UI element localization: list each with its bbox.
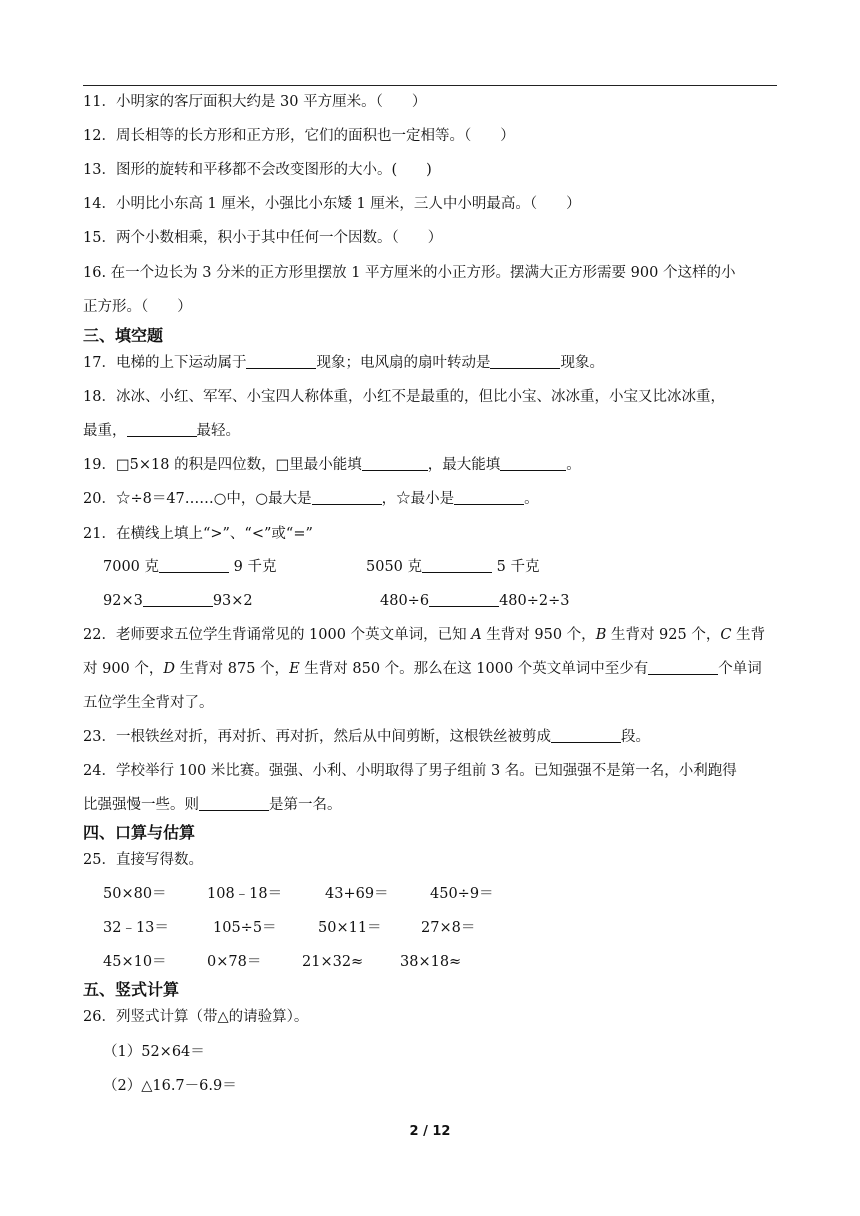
q21-left: 5050 克 (366, 559, 423, 575)
q25-item: 50×11＝ (318, 920, 382, 936)
question-24-line1: 24．学校举行 100 米比赛。强强、小利、小明取得了男子组前 3 名。已知强强不是第一名，小利跑得 (83, 763, 737, 779)
q21-left: 92×3 (103, 593, 143, 609)
q21-item-4 (380, 591, 570, 611)
answer-blank[interactable] (454, 490, 524, 505)
q22-text: 生背对 875 个， (175, 661, 290, 677)
q22-text: 生背对 850 个。那么在这 1000 个英文单词中至少有 (299, 661, 649, 677)
q24-text-b: 是第一名。 (269, 797, 342, 813)
q23-text-b: 段。 (620, 729, 650, 745)
q25-item: 50×80＝ (103, 886, 167, 902)
question-26-prompt: 26．列竖式计算（带△的请验算）。 (83, 1009, 309, 1025)
question-17 (83, 353, 604, 373)
q22-var-e: E (289, 661, 300, 677)
q20-text-c: 。 (524, 491, 539, 507)
question-15: 15．两个小数相乘，积小于其中任何一个因数。（ ） (83, 230, 443, 246)
header-rule (83, 85, 777, 86)
question-21-prompt: 21．在横线上填上“>”、“<”或“=” (83, 526, 313, 542)
section-3-heading: 三、填空题 (83, 326, 164, 345)
q25-item: 45×10＝ (103, 954, 167, 970)
q22-text: 22．老师要求五位学生背诵常见的 1000 个英文单词，已知 (83, 627, 472, 643)
q22-text: 生背对 925 个， (606, 627, 721, 643)
q22-var-a: A (471, 627, 482, 643)
q19-text-a: 19．□5×18 的积是四位数，□里最小能填 (83, 457, 362, 473)
q21-left: 7000 克 (103, 559, 160, 575)
answer-blank[interactable] (422, 558, 492, 573)
q26-part-1: （1）52×64＝ (103, 1044, 205, 1060)
answer-blank[interactable] (429, 592, 499, 607)
q23-text-a: 23．一根铁丝对折，再对折、再对折，然后从中间剪断，这根铁丝被剪成 (83, 729, 551, 745)
answer-blank[interactable] (648, 660, 718, 675)
answer-blank[interactable] (500, 456, 566, 471)
question-14: 14．小明比小东高 1 厘米，小强比小东矮 1 厘米，三人中小明最高。（ ） (83, 196, 581, 212)
q18-text-a: 最重， (83, 423, 127, 439)
page-number: 2 / 12 (409, 1124, 451, 1139)
q19-text-b: ，最大能填 (427, 457, 501, 473)
q17-text-b: 现象；电风扇的扇叶转动是 (316, 355, 491, 371)
answer-blank[interactable] (143, 592, 213, 607)
q24-text-a: 比强强慢一些。则 (83, 797, 199, 813)
answer-blank[interactable] (159, 558, 229, 573)
q22-var-c: C (720, 627, 732, 643)
question-16-line1: 16. 在一个边长为 3 分米的正方形里摆放 1 平方厘米的小正方形。摆满大正方形需要 900 个这样的小 (83, 265, 736, 281)
question-22-line1 (83, 625, 765, 645)
answer-blank[interactable] (127, 422, 197, 437)
q21-right: 93×2 (212, 593, 253, 609)
q25-item: 108﹣18＝ (207, 886, 283, 902)
section-5-heading: 五、竖式计算 (83, 980, 180, 999)
answer-blank[interactable] (490, 354, 560, 369)
q22-text: 生背对 950 个， (481, 627, 596, 643)
question-23 (83, 727, 650, 747)
q26-part-2: （2）△16.7－6.9＝ (103, 1078, 237, 1094)
q19-text-c: 。 (566, 457, 581, 473)
q17-text-c: 现象。 (560, 355, 604, 371)
question-16-line2: 正方形。（ ） (83, 299, 192, 315)
q21-item-2 (366, 557, 539, 577)
q25-item: 32﹣13＝ (103, 920, 169, 936)
answer-blank[interactable] (312, 490, 382, 505)
q20-text-b: ，☆最小是 (381, 491, 455, 507)
q25-item: 0×78＝ (207, 954, 262, 970)
question-22-line3: 五位学生全背对了。 (83, 695, 214, 711)
q22-var-b: B (595, 627, 607, 643)
answer-blank[interactable] (362, 456, 428, 471)
q22-var-d: D (163, 661, 176, 677)
answer-blank[interactable] (199, 796, 269, 811)
q25-item: 38×18≈ (400, 954, 462, 970)
q22-text: 对 900 个， (83, 661, 164, 677)
q21-right: 5 千克 (492, 559, 540, 575)
question-24-line2 (83, 795, 342, 815)
question-13: 13．图形的旋转和平移都不会改变图形的大小。( ) (83, 162, 432, 178)
q25-item: 21×32≈ (302, 954, 364, 970)
q21-left: 480÷6 (380, 593, 430, 609)
q21-item-3 (103, 591, 253, 611)
question-11: 11．小明家的客厅面积大约是 30 平方厘米。（ ） (83, 94, 427, 110)
question-12: 12．周长相等的长方形和正方形，它们的面积也一定相等。（ ） (83, 128, 515, 144)
q21-item-1 (103, 557, 276, 577)
q25-item: 105÷5＝ (213, 920, 277, 936)
question-25-prompt: 25．直接写得数。 (83, 852, 203, 868)
section-4-heading: 四、口算与估算 (83, 823, 196, 842)
question-19 (83, 455, 581, 475)
q25-item: 450÷9＝ (430, 886, 494, 902)
answer-blank[interactable] (551, 728, 621, 743)
question-18-line1: 18．冰冰、小红、军军、小宝四人称体重，小红不是最重的，但比小宝、冰冰重，小宝又比冰冰重， (83, 389, 725, 405)
q21-right: 9 千克 (229, 559, 277, 575)
q18-text-b: 最轻。 (196, 423, 240, 439)
question-22-line2 (83, 659, 762, 679)
q22-text: 生背 (731, 627, 766, 643)
q25-item: 43+69＝ (325, 886, 389, 902)
q25-item: 27×8＝ (421, 920, 476, 936)
answer-blank[interactable] (246, 354, 316, 369)
q22-text: 个单词 (718, 661, 762, 677)
question-18-line2 (83, 421, 240, 441)
q20-text-a: 20．☆÷8＝47……○中，○最大是 (83, 491, 312, 507)
q17-text-a: 17．电梯的上下运动属于 (83, 355, 247, 371)
q21-right: 480÷2÷3 (499, 593, 570, 609)
question-20 (83, 489, 539, 509)
